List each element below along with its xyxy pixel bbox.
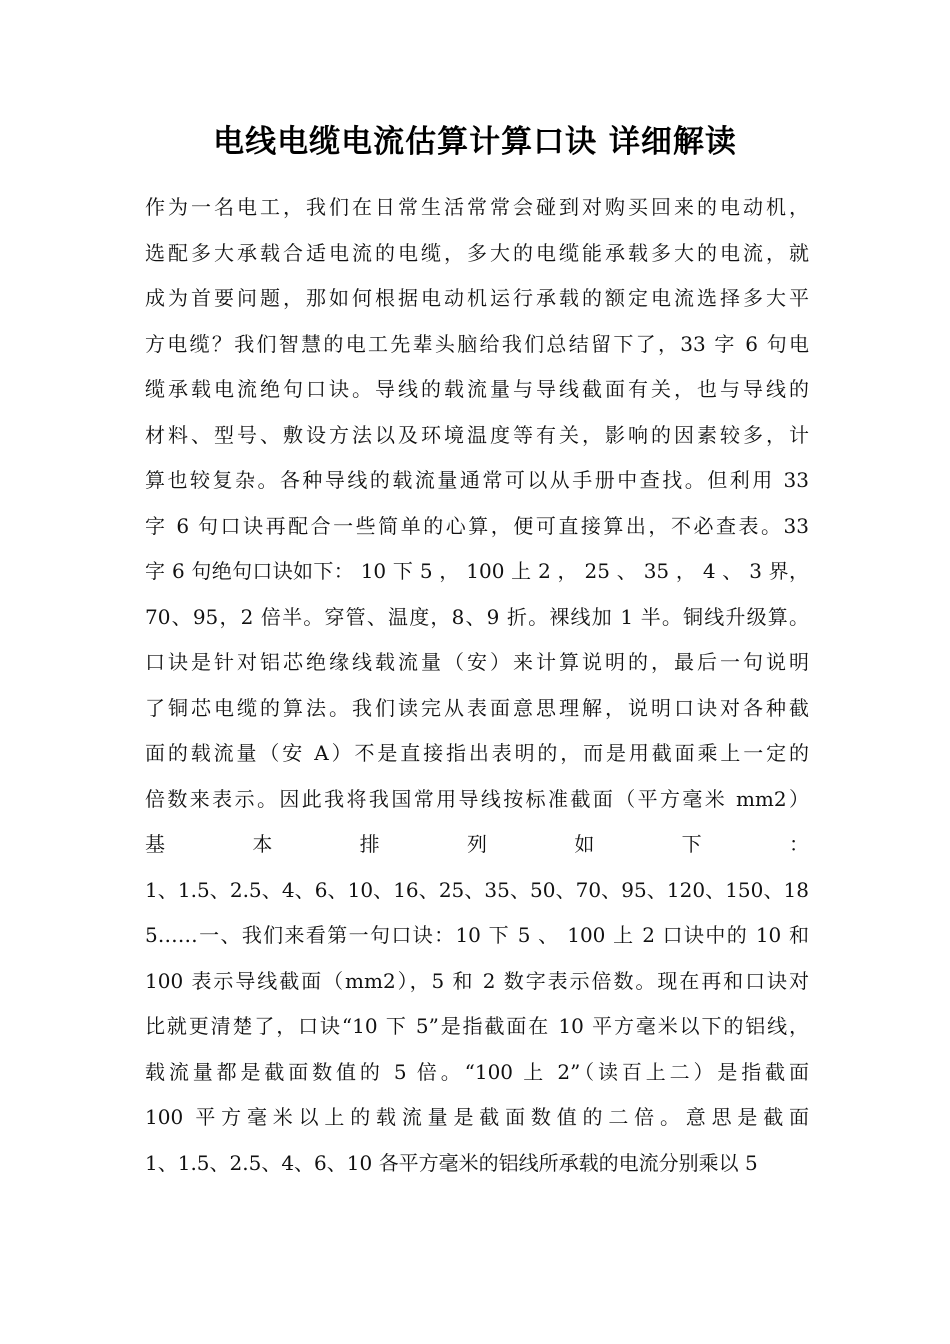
body-line: 材料、型号、敷设方法以及环境温度等有关，影响的因素较多，计 — [145, 422, 809, 447]
body-line: 字 6 句绝句口诀如下： 10 下 5 ， 100 上 2 ， 25 、 35 ， 4 、 3 界， — [145, 559, 809, 583]
body-line: 1、1.5、2.5、4、6、10 各平方毫米的铝线所承载的电流分别乘以 5 — [145, 1150, 758, 1175]
body-line: 比就更清楚了，口诀“10 下 5”是指截面在 10 平方毫米以下的铝线， — [145, 1014, 809, 1038]
body-line: 字 6 句口诀再配合一些简单的心算，便可直接算出，不必查表。33 — [145, 513, 809, 538]
body-line: 载流量都是截面数值的 5 倍。“100 上 2”（读百上二）是指截面 — [145, 1059, 809, 1084]
body-line: 成为首要问题，那如何根据电动机运行承载的额定电流选择多大平 — [145, 286, 809, 310]
body-line: 1、1.5、2.5、4、6、10、16、25、35、50、70、95、120、150、18 — [145, 877, 809, 902]
document-title: 电线电缆电流估算计算口诀 详细解读 — [213, 124, 737, 160]
body-line: 方电缆？我们智慧的电工先辈头脑给我们总结留下了，33 字 6 句电 — [145, 331, 809, 356]
body-line: 算也较复杂。各种导线的载流量通常可以从手册中查找。但利用 33 — [145, 468, 809, 492]
body-line: 面的载流量（安 A）不是直接指出表明的，而是用截面乘上一定的 — [145, 741, 809, 765]
body-line: 5……一、我们来看第一句口诀：10 下 5 、 100 上 2 口诀中的 10 和 — [145, 923, 809, 947]
body-line: 70、95，2 倍半。穿管、温度，8、9 折。裸线加 1 半。铜线升级算。 — [145, 604, 809, 629]
body-line: 100 表示导线截面（mm2），5 和 2 数字表示倍数。现在再和口诀对 — [145, 968, 809, 993]
document-body — [145, 188, 809, 1189]
body-line: 口诀是针对铝芯绝缘线载流量（安）来计算说明的，最后一句说明 — [145, 650, 809, 674]
body-line: 作为一名电工，我们在日常生活常常会碰到对购买回来的电动机， — [145, 195, 809, 219]
body-line: 倍数来表示。因此我将我国常用导线按标准截面（平方毫米 mm2） — [145, 786, 809, 811]
body-line: 缆承载电流绝句口诀。导线的载流量与导线截面有关，也与导线的 — [145, 377, 809, 401]
body-line: 选配多大承载合适电流的电缆，多大的电缆能承载多大的电流，就 — [145, 240, 809, 265]
body-line: 基 本 排 列 如 下 ： — [145, 832, 809, 856]
body-line: 100 平方毫米以上的载流量是截面数值的二倍。意思是截面 — [145, 1105, 809, 1129]
body-line: 了铜芯电缆的算法。我们读完从表面意思理解，说明口诀对各种截 — [145, 695, 809, 720]
